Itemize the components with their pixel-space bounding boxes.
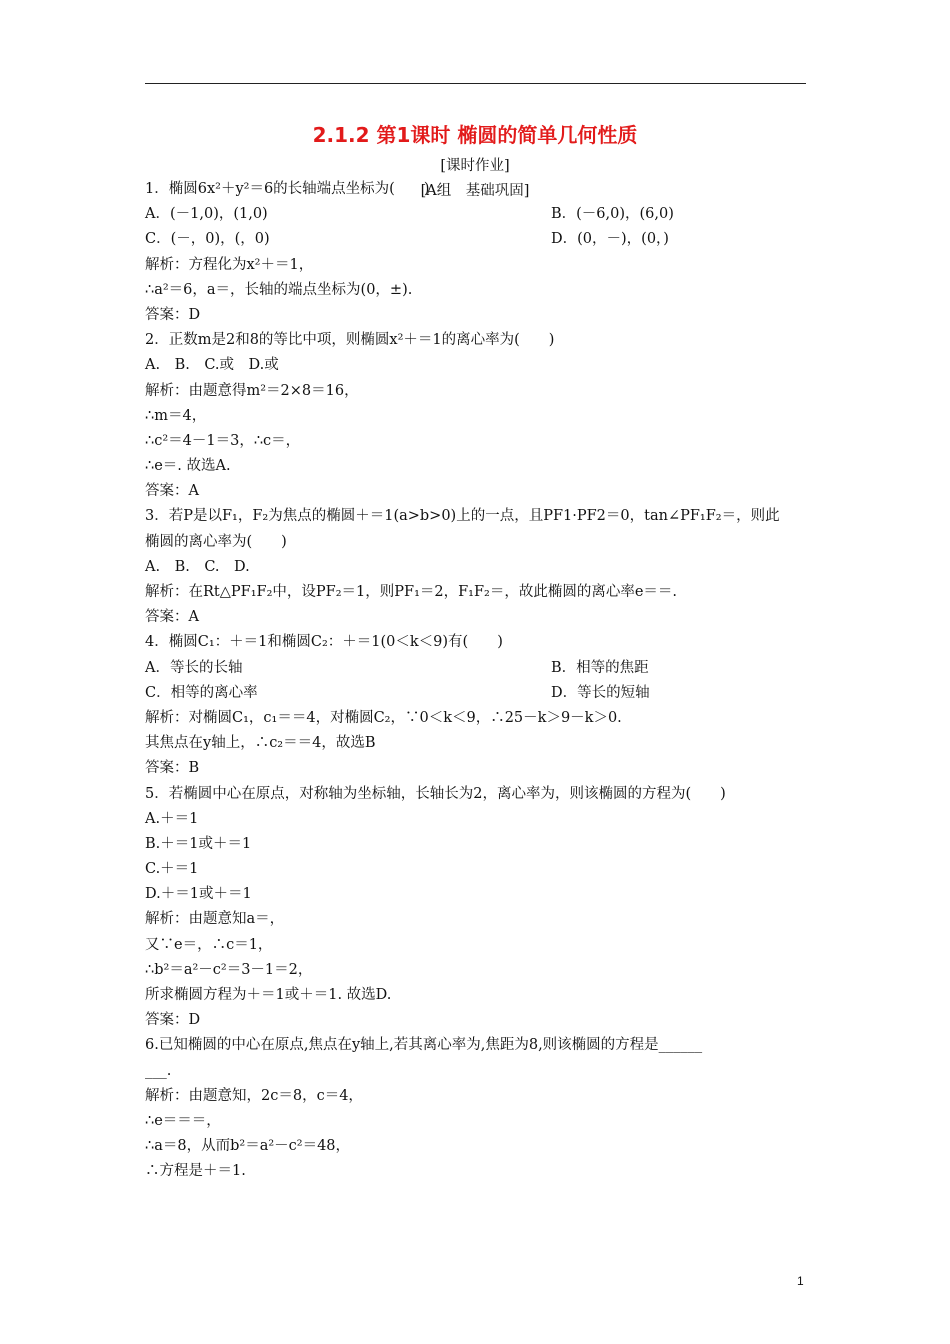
- document-body: [145, 177, 810, 1185]
- text-line: [145, 1159, 810, 1184]
- text-line: [145, 1033, 810, 1058]
- text-line: [145, 706, 810, 731]
- text-line: [145, 731, 810, 756]
- line-text: 答案：D: [145, 306, 201, 323]
- text-line: [145, 630, 810, 655]
- text-line: [145, 253, 810, 278]
- text-line: [145, 933, 810, 958]
- text-line: [145, 379, 810, 404]
- line-text: C.＋＝1: [145, 861, 199, 878]
- text-line: [145, 227, 810, 252]
- text-line: [145, 454, 810, 479]
- line-text: 解析：由题意得m²＝2×8＝16，: [145, 382, 359, 399]
- line-text: A．(－1,0)，(1,0): [145, 206, 268, 223]
- line-text: 5．若椭圆中心在原点，对称轴为坐标轴，长轴长为2，离心率为，则该椭圆的方程为( ): [145, 785, 726, 802]
- line-text: ∴b²＝a²－c²＝3－1＝2，: [145, 961, 313, 978]
- line-text: ∴e＝. 故选A.: [145, 458, 231, 475]
- text-line: [145, 983, 810, 1008]
- text-line: [145, 530, 810, 555]
- line-text: 答案：A: [145, 609, 199, 626]
- line-text: A．等长的长轴: [145, 659, 243, 676]
- text-line: [145, 353, 810, 378]
- text-line: [145, 404, 810, 429]
- line-text: A. B. C. D.: [145, 558, 250, 575]
- text-line: [145, 303, 810, 328]
- text-line: [145, 832, 810, 857]
- text-line: [145, 907, 810, 932]
- line-text: 又∵e＝，∴c＝1，: [145, 936, 273, 953]
- line-text: 答案：B: [145, 760, 200, 777]
- text-line: [145, 278, 810, 303]
- line-text: 3．若P是以F₁，F₂为焦点的椭圆＋＝1(a>b>0)上的一点，且PF1·PF2＝0，tan∠PF₁F₂＝，则此: [145, 508, 780, 525]
- text-line: [145, 1109, 810, 1134]
- line-text: 解析：在Rt△PF₁F₂中，设PF₂＝1，则PF₁＝2，F₁F₂＝，故此椭圆的离心率e＝＝.: [145, 584, 678, 600]
- line-text: 6.已知椭圆的中心在原点,焦点在y轴上,若其离心率为,焦距为8,则该椭圆的方程是______: [145, 1037, 703, 1054]
- line-text: 答案：D: [145, 1012, 201, 1029]
- text-line: [145, 1008, 810, 1033]
- text-line: [145, 958, 810, 983]
- page-number: 1: [797, 1274, 804, 1288]
- text-line: [145, 756, 810, 781]
- text-line: [145, 479, 810, 504]
- line-text: 2．正数m是2和8的等比中项，则椭圆x²＋＝1的离心率为( ): [145, 332, 555, 349]
- line-text: ___.: [145, 1062, 172, 1079]
- line-text: 解析：由题意知，2c＝8，c＝4，: [145, 1087, 363, 1104]
- line-text: 解析：方程化为x²＋＝1，: [145, 256, 314, 273]
- line-text: ∴e＝＝＝，: [145, 1112, 221, 1129]
- text-line: [145, 504, 810, 529]
- option-right: B．相等的焦距: [551, 659, 649, 676]
- text-line: [145, 782, 810, 807]
- page-title: 2.1.2 第1课时 椭圆的简单几何性质: [312, 123, 638, 147]
- text-line: [145, 1134, 810, 1159]
- line-text: 所求椭圆方程为＋＝1或＋＝1. 故选D.: [145, 987, 392, 1003]
- option-right: D．等长的短轴: [551, 684, 650, 701]
- option-right: B．(－6,0)，(6,0): [551, 206, 674, 223]
- line-text: ∴c²＝4－1＝3，∴c＝，: [145, 432, 301, 449]
- text-line: [145, 807, 810, 832]
- text-line: [145, 580, 810, 605]
- line-text: 4．椭圆C₁：＋＝1和椭圆C₂：＋＝1(0＜k＜9)有( ): [145, 634, 503, 651]
- text-line: [145, 605, 810, 630]
- text-line: [145, 328, 810, 353]
- text-line: [145, 681, 810, 706]
- line-text: 答案：A: [145, 483, 199, 500]
- line-text: A.＋＝1: [145, 810, 199, 827]
- line-text: 解析：由题意知a＝，: [145, 911, 285, 928]
- line-text: ∴a＝8，从而b²＝a²－c²＝48，: [145, 1138, 351, 1155]
- line-text: C．相等的离心率: [145, 684, 258, 701]
- line-text: B.＋＝1或＋＝1: [145, 835, 252, 852]
- text-line: [145, 857, 810, 882]
- group-heading: [A组 基础巩固]: [420, 183, 530, 199]
- line-text: 其焦点在y轴上，∴c₂＝＝4，故选B: [145, 735, 376, 752]
- line-text: D.＋＝1或＋＝1: [145, 886, 252, 903]
- line-text: 解析：对椭圆C₁，c₁＝＝4，对椭圆C₂，∵0＜k＜9，∴25－k＞9－k＞0.: [145, 709, 622, 726]
- option-right: D．(0，－)，(0，): [551, 231, 669, 248]
- text-line: [145, 429, 810, 454]
- text-line: [145, 202, 810, 227]
- text-line: [145, 882, 810, 907]
- text-line: [145, 1059, 810, 1084]
- text-line: [145, 656, 810, 681]
- line-text: ∴m＝4，: [145, 407, 207, 424]
- header-rule: [145, 83, 806, 84]
- line-text: A. B. C.或 D.或: [145, 357, 279, 374]
- line-text: 1．椭圆6x²＋y²＝6的长轴端点坐标为( ): [145, 181, 430, 197]
- text-line: [145, 1084, 810, 1109]
- line-text: ∴方程是＋＝1.: [145, 1163, 246, 1180]
- text-line: [145, 555, 810, 580]
- page-subtitle: [课时作业]: [440, 158, 510, 174]
- line-text: C．(－，0)，(，0): [145, 231, 270, 248]
- text-line: [145, 177, 810, 202]
- line-text: 椭圆的离心率为( ): [145, 533, 287, 550]
- line-text: ∴a²＝6，a＝，长轴的端点坐标为(0，±).: [145, 281, 413, 298]
